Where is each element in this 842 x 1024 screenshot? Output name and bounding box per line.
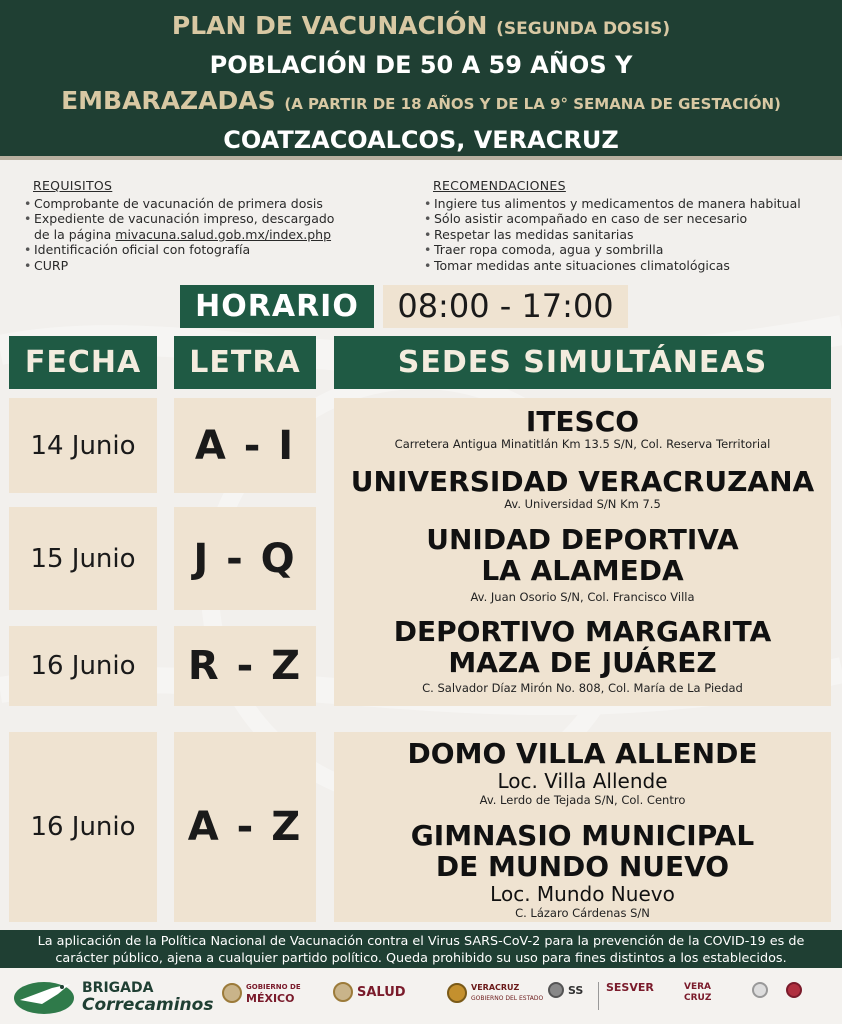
column-header-letra: LETRA [174, 336, 316, 389]
mexico-seal-icon [222, 983, 242, 1003]
salud-seal-icon [333, 982, 353, 1002]
ss-logo [548, 982, 583, 998]
legal-disclaimer [0, 930, 842, 968]
title-line-3 [0, 83, 842, 122]
requisito-item: • Comprobante de vacunación de primera dosis [24, 196, 384, 212]
veracruz-text [471, 982, 543, 1004]
sedes-panel-2 [334, 732, 831, 922]
title-subtitle: (SEGUNDA DOSIS) [496, 19, 671, 39]
sede-name: DOMO VILLA ALLENDE [407, 737, 758, 770]
sede-name: UNIDAD DEPORTIVA [426, 523, 739, 556]
title-line-1 [0, 8, 842, 47]
sede-gimnasio-mundo-nuevo [334, 820, 831, 920]
disclaimer-line: carácter público, ajena a cualquier partido político. Queda prohibido su uso para fines distintos a los establecidos. [55, 951, 787, 966]
sede-address: Carretera Antigua Minatitlán Km 13.5 S/N, Col. Reserva Territorial [394, 437, 771, 451]
salud-logo [333, 982, 406, 1002]
gobierno-label: GOBIERNO DE [246, 983, 301, 991]
sede-address: C. Salvador Díaz Mirón No. 808, Col. María de La Piedad [422, 681, 743, 695]
disclaimer-line: La aplicación de la Política Nacional de Vacunación contra el Virus SARS-CoV-2 para la prevención de la COVID-19 es de [37, 934, 805, 949]
recomendacion-item: • Respetar las medidas sanitarias [424, 227, 836, 243]
municipal-seal-icon [752, 982, 768, 998]
requisito-item: • CURP [24, 258, 384, 274]
sede-name: MAZA DE JUÁREZ [448, 646, 717, 679]
header-divider [0, 156, 842, 160]
sede-name: UNIVERSIDAD VERACRUZANA [350, 465, 815, 498]
partner-logo [786, 982, 802, 998]
column-header-fecha: FECHA [9, 336, 157, 389]
mexico-label: MÉXICO [246, 992, 295, 1005]
brigada-text [82, 980, 213, 1014]
horario-time: 08:00 - 17:00 [383, 285, 628, 328]
veracruz-sub-label: GOBIERNO DEL ESTADO [471, 995, 544, 1002]
recomendacion-item: • Traer ropa comoda, agua y sombrilla [424, 242, 836, 258]
column-header-sedes: SEDES SIMULTÁNEAS [334, 336, 831, 389]
letra-cell: J - Q [174, 507, 316, 610]
requisito-item: • Identificación oficial con fotografía [24, 242, 384, 258]
brigada-correcaminos-logo [12, 974, 214, 1018]
requisito-item-continued [24, 227, 384, 243]
title-embarazadas: EMBARAZADAS [61, 86, 276, 115]
brigada-label: BRIGADA [82, 980, 154, 996]
recomendacion-item: • Ingiere tus alimentos y medicamentos de manera habitual [424, 196, 836, 212]
correcaminos-label: Correcaminos [82, 995, 214, 1015]
requisitos-section [24, 178, 384, 273]
title-embarazadas-note: (A PARTIR DE 18 AÑOS Y DE LA 9° SEMANA DE GESTACIÓN) [284, 95, 781, 113]
fecha-cell: 15 Junio [9, 507, 157, 610]
gobierno-mexico-logo [222, 982, 301, 1004]
sede-locality: Loc. Mundo Nuevo [490, 882, 675, 906]
sesver-logo [606, 982, 654, 993]
fecha-cell: 14 Junio [9, 398, 157, 493]
sede-name: GIMNASIO MUNICIPAL [410, 819, 755, 852]
partner-emblem-icon [786, 982, 802, 998]
sede-name: DEPORTIVO MARGARITA [393, 615, 772, 648]
veracruz-brand-logo [684, 982, 728, 1004]
sede-locality: Loc. Villa Allende [497, 769, 668, 793]
title-location: COATZACOALCOS, VERACRUZ [223, 126, 619, 154]
sede-address: Av. Juan Osorio S/N, Col. Francisco Villa [470, 590, 695, 604]
sesver-label: SESVER [606, 981, 654, 994]
sede-name: DE MUNDO NUEVO [435, 850, 730, 883]
recomendaciones-section [424, 178, 836, 273]
veracruz-shield-icon [447, 983, 467, 1003]
sede-deportivo-margarita [334, 616, 831, 695]
recomendacion-item: • Tomar medidas ante situaciones climatológicas [424, 258, 836, 274]
horario-label: HORARIO [180, 285, 374, 328]
fecha-cell: 16 Junio [9, 732, 157, 922]
sede-universidad-veracruzana [334, 466, 831, 511]
ss-emblem-icon [548, 982, 564, 998]
veracruz-label: VERACRUZ [471, 983, 520, 992]
municipal-seal-logo [752, 982, 768, 998]
ss-label: SS [568, 983, 584, 997]
sponsor-logos-bar [0, 968, 842, 1024]
sede-itesco [334, 406, 831, 451]
requisito-item: • Expediente de vacunación impreso, descargado [24, 211, 384, 227]
mivacuna-link[interactable]: mivacuna.salud.gob.mx/index.php [115, 226, 332, 242]
sede-name: LA ALAMEDA [481, 554, 684, 587]
header-banner [0, 0, 842, 160]
sede-name: ITESCO [525, 405, 640, 438]
veracruz-brand-label: VERA CRUZ [684, 982, 712, 1003]
gobierno-text [246, 982, 301, 1004]
sede-domo-villa-allende [334, 738, 831, 807]
letra-cell: A - I [174, 398, 316, 493]
requisito-cont-text: de la página [34, 226, 116, 242]
veracruz-gobierno-logo [447, 982, 543, 1004]
recomendacion-item: • Sólo asistir acompañado en caso de ser necesario [424, 211, 836, 227]
sede-address: Av. Lerdo de Tejada S/N, Col. Centro [479, 793, 686, 807]
sede-address: C. Lázaro Cárdenas S/N [515, 906, 650, 920]
fecha-cell: 16 Junio [9, 626, 157, 706]
title-line-2: POBLACIÓN DE 50 A 59 AÑOS Y [209, 51, 633, 79]
letra-cell: A - Z [174, 732, 316, 922]
sedes-panel-1 [334, 398, 831, 706]
requisitos-title: REQUISITOS [33, 178, 113, 193]
salud-label: SALUD [357, 984, 406, 1000]
roadrunner-icon [12, 974, 76, 1018]
recomendaciones-title: RECOMENDACIONES [433, 178, 566, 193]
sede-unidad-deportiva [334, 524, 831, 604]
logo-divider [598, 982, 599, 1010]
letra-cell: R - Z [174, 626, 316, 706]
sede-address: Av. Universidad S/N Km 7.5 [504, 497, 661, 511]
title-main: PLAN DE VACUNACIÓN [171, 11, 488, 40]
